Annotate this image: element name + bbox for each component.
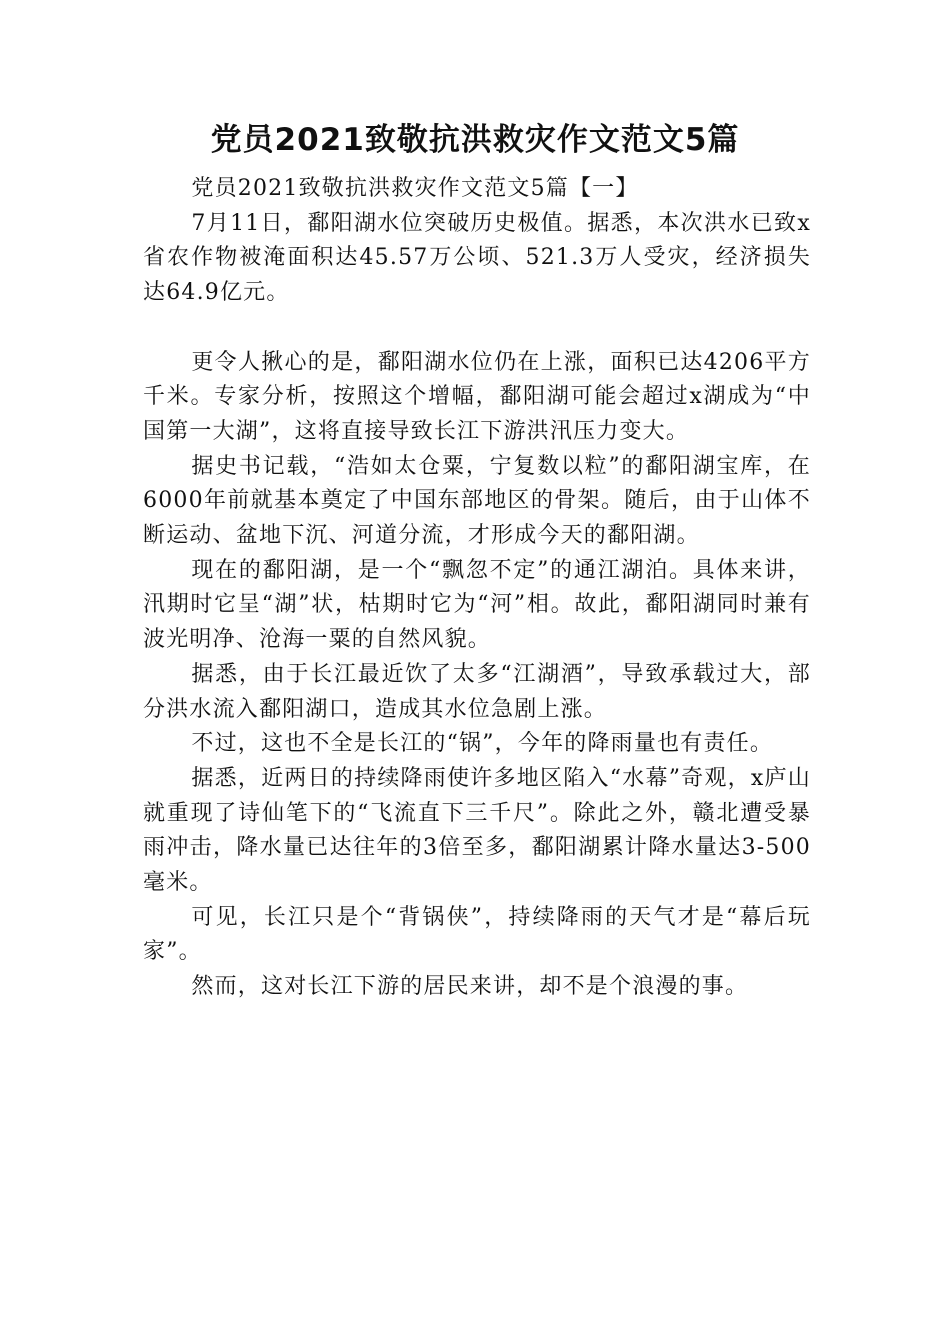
paragraph: 可见，长江只是个“背锅侠”，持续降雨的天气才是“幕后玩家”。 xyxy=(143,904,811,965)
paragraph: 7月11日，鄱阳湖水位突破历史极值。据悉，本次洪水已致x省农作物被淹面积达45.57万公顷、521.3万人受灾，经济损失达64.9亿元。 xyxy=(143,210,811,306)
paragraph: 现在的鄱阳湖，是一个“飘忽不定”的通江湖泊。具体来讲，汛期时它呈“湖”状，枯期时它为“河”相。故此，鄱阳湖同时兼有波光明净、沧海一粟的自然风貌。 xyxy=(143,557,811,653)
paragraph: 据史书记载，“浩如太仓粟，宁复数以粒”的鄱阳湖宝库，在6000年前就基本奠定了中国东部地区的骨架。随后，由于山体不断运动、盆地下沉、河道分流，才形成今天的鄱阳湖。 xyxy=(143,453,811,549)
document-body xyxy=(143,172,811,1005)
paragraph: 据悉，近两日的持续降雨使许多地区陷入“水幕”奇观，x庐山就重现了诗仙笔下的“飞流直下三千尺”。除此之外，赣北遭受暴雨冲击，降水量已达往年的3倍至多，鄱阳湖累计降水量达3-500毫米。 xyxy=(143,765,811,896)
paragraph: 不过，这也不全是长江的“锅”，今年的降雨量也有责任。 xyxy=(191,731,774,757)
paragraph: 然而，这对长江下游的居民来讲，却不是个浪漫的事。 xyxy=(191,974,749,1000)
section-heading: 党员2021致敬抗洪救灾作文范文5篇【一】 xyxy=(191,176,639,201)
blank-line xyxy=(143,311,811,346)
document-title: 党员2021致敬抗洪救灾作文范文5篇 xyxy=(210,122,740,158)
paragraph: 据悉，由于长江最近饮了太多“江湖酒”，导致承载过大，部分洪水流入鄱阳湖口，造成其水位急剧上涨。 xyxy=(143,661,811,722)
paragraph: 更令人揪心的是，鄱阳湖水位仍在上涨，面积已达4206平方千米。专家分析，按照这个增幅，鄱阳湖可能会超过x湖成为“中国第一大湖”，这将直接导致长江下游洪汛压力变大。 xyxy=(143,349,811,444)
